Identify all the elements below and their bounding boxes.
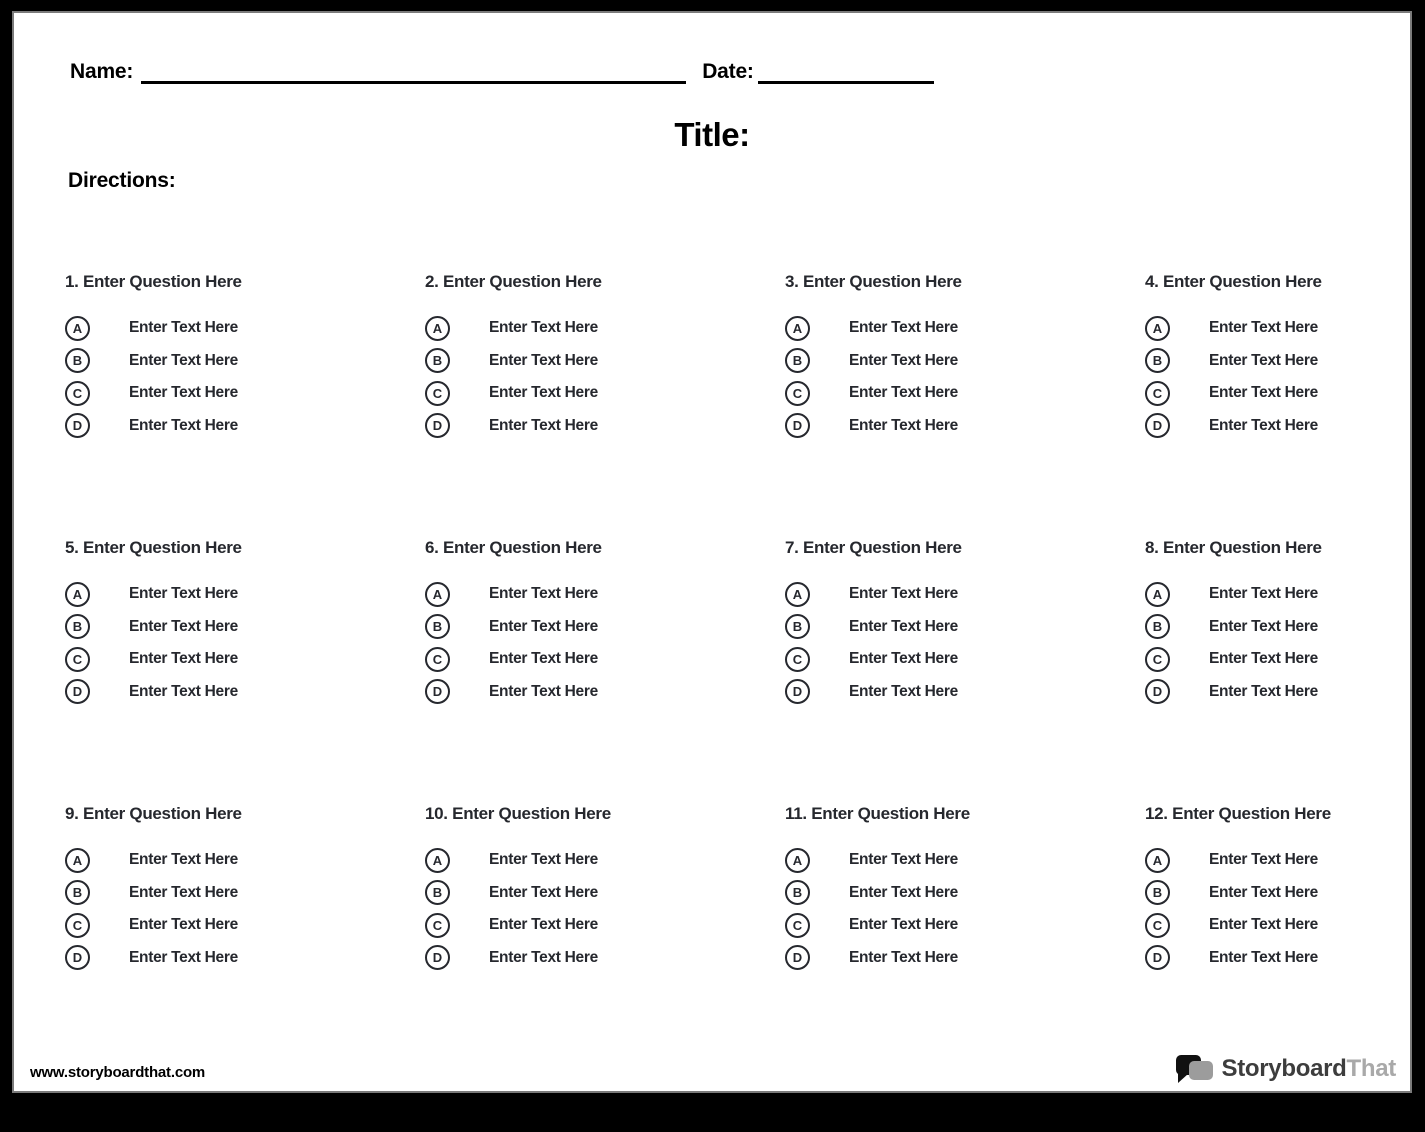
answer-option	[1145, 345, 1425, 378]
option-letter: C	[72, 385, 83, 401]
question-header	[1145, 537, 1425, 559]
answer-bubble[interactable]	[1145, 381, 1170, 406]
answer-bubble[interactable]	[785, 413, 810, 438]
answer-option	[785, 676, 1145, 709]
option-letter: D	[72, 684, 83, 700]
answer-bubble[interactable]	[425, 848, 450, 873]
answer-option	[785, 410, 1145, 443]
answer-option	[785, 377, 1145, 410]
answer-option	[785, 345, 1145, 378]
answer-option	[1145, 844, 1425, 877]
option-text[interactable]: Enter Text Here	[849, 883, 958, 901]
question-number: 4.	[1145, 272, 1159, 291]
answer-bubble[interactable]	[1145, 848, 1170, 873]
option-text[interactable]: Enter Text Here	[1209, 682, 1318, 700]
option-letter: B	[1152, 619, 1163, 635]
question-number: 7.	[785, 538, 799, 557]
logo-text	[1222, 1055, 1397, 1083]
answer-bubble[interactable]	[785, 582, 810, 607]
option-text[interactable]: Enter Text Here	[489, 916, 598, 934]
answer-option	[785, 877, 1145, 910]
option-letter: B	[792, 885, 803, 901]
answer-bubble[interactable]	[65, 913, 90, 938]
question-block	[425, 271, 785, 453]
option-text[interactable]: Enter Text Here	[489, 384, 598, 402]
option-letter: B	[792, 353, 803, 369]
speech-bubbles-icon	[1176, 1052, 1214, 1086]
option-letter: C	[72, 917, 83, 933]
answer-option	[65, 377, 425, 410]
answer-bubble[interactable]	[425, 381, 450, 406]
option-letter: A	[432, 852, 443, 868]
answer-bubble[interactable]	[425, 945, 450, 970]
option-text[interactable]: Enter Text Here	[849, 319, 958, 337]
option-text[interactable]: Enter Text Here	[1209, 851, 1318, 869]
question-prompt[interactable]: Enter Question Here	[811, 804, 970, 823]
answer-option	[1145, 611, 1425, 644]
answer-option	[785, 312, 1145, 345]
option-text[interactable]: Enter Text Here	[129, 682, 238, 700]
question-block	[1145, 803, 1425, 985]
question-number: 3.	[785, 272, 799, 291]
option-text[interactable]: Enter Text Here	[1209, 617, 1318, 635]
answer-bubble[interactable]	[1145, 413, 1170, 438]
answer-option	[1145, 312, 1425, 345]
option-text[interactable]: Enter Text Here	[1209, 948, 1318, 966]
option-text[interactable]: Enter Text Here	[129, 916, 238, 934]
option-letter: A	[1152, 586, 1163, 602]
answer-option	[65, 877, 425, 910]
option-text[interactable]: Enter Text Here	[1209, 319, 1318, 337]
option-text[interactable]: Enter Text Here	[1209, 650, 1318, 668]
option-text[interactable]: Enter Text Here	[489, 851, 598, 869]
question-prompt[interactable]: Enter Question Here	[803, 538, 962, 557]
answer-bubble[interactable]	[1145, 945, 1170, 970]
option-text[interactable]: Enter Text Here	[849, 916, 958, 934]
answer-bubble[interactable]	[425, 614, 450, 639]
answer-option	[425, 676, 785, 709]
answer-option	[65, 312, 425, 345]
question-prompt[interactable]: Enter Question Here	[1172, 804, 1331, 823]
options-list	[425, 312, 785, 442]
answer-bubble[interactable]	[65, 679, 90, 704]
option-letter: A	[792, 320, 803, 336]
question-block	[785, 271, 1145, 453]
question-number: 10.	[425, 804, 448, 823]
question-block	[1145, 271, 1425, 453]
answer-bubble[interactable]	[425, 647, 450, 672]
answer-option	[1145, 676, 1425, 709]
option-letter: B	[72, 353, 83, 369]
question-header	[65, 537, 425, 559]
answer-option	[65, 643, 425, 676]
answer-option	[1145, 578, 1425, 611]
answer-option	[65, 410, 425, 443]
question-block	[785, 537, 1145, 719]
answer-option	[65, 942, 425, 975]
option-letter: C	[432, 385, 443, 401]
answer-bubble[interactable]	[1145, 582, 1170, 607]
answer-option	[425, 578, 785, 611]
question-number: 5.	[65, 538, 79, 557]
answer-option	[785, 643, 1145, 676]
answer-option	[425, 844, 785, 877]
answer-bubble[interactable]	[1145, 679, 1170, 704]
option-letter: A	[72, 320, 83, 336]
option-letter: A	[432, 586, 443, 602]
question-header	[425, 803, 785, 825]
answer-option	[1145, 643, 1425, 676]
option-text[interactable]: Enter Text Here	[1209, 416, 1318, 434]
answer-bubble[interactable]	[65, 413, 90, 438]
answer-bubble[interactable]	[425, 880, 450, 905]
question-header	[785, 537, 1145, 559]
question-prompt[interactable]: Enter Question Here	[443, 272, 602, 291]
answer-bubble[interactable]	[785, 848, 810, 873]
question-block	[65, 271, 425, 453]
answer-option	[65, 345, 425, 378]
question-prompt[interactable]: Enter Question Here	[83, 538, 242, 557]
answer-option	[65, 676, 425, 709]
option-letter: A	[792, 586, 803, 602]
name-date-row	[70, 57, 1354, 84]
footer-url: www.storyboardthat.com	[30, 1064, 206, 1081]
date-input-line[interactable]	[758, 57, 934, 84]
option-text[interactable]: Enter Text Here	[1209, 916, 1318, 934]
question-block	[425, 803, 785, 985]
answer-bubble[interactable]	[425, 413, 450, 438]
answer-bubble[interactable]	[785, 316, 810, 341]
answer-bubble[interactable]	[785, 381, 810, 406]
answer-option	[785, 611, 1145, 644]
answer-bubble[interactable]	[785, 945, 810, 970]
answer-option	[65, 611, 425, 644]
worksheet-page	[12, 11, 1412, 1093]
question-header	[785, 803, 1145, 825]
logo-text-secondary: That	[1346, 1055, 1396, 1082]
storyboardthat-logo	[1176, 1049, 1397, 1089]
option-text[interactable]: Enter Text Here	[849, 617, 958, 635]
option-letter: C	[1152, 651, 1163, 667]
option-letter: A	[72, 852, 83, 868]
answer-option	[425, 877, 785, 910]
question-block	[65, 537, 425, 719]
answer-bubble[interactable]	[425, 679, 450, 704]
answer-bubble[interactable]	[785, 880, 810, 905]
answer-option	[65, 578, 425, 611]
answer-bubble[interactable]	[65, 316, 90, 341]
option-letter: D	[1152, 684, 1163, 700]
option-text[interactable]: Enter Text Here	[1209, 351, 1318, 369]
answer-bubble[interactable]	[785, 348, 810, 373]
question-block	[425, 537, 785, 719]
date-label: Date:	[702, 60, 754, 83]
answer-option	[1145, 377, 1425, 410]
option-text[interactable]: Enter Text Here	[129, 617, 238, 635]
option-text[interactable]: Enter Text Here	[489, 416, 598, 434]
answer-bubble[interactable]	[65, 348, 90, 373]
option-letter: B	[792, 619, 803, 635]
option-text[interactable]: Enter Text Here	[489, 650, 598, 668]
option-text[interactable]: Enter Text Here	[849, 650, 958, 668]
option-letter: A	[1152, 320, 1163, 336]
question-header	[425, 271, 785, 293]
answer-option	[425, 377, 785, 410]
option-text[interactable]: Enter Text Here	[129, 384, 238, 402]
option-letter: B	[432, 619, 443, 635]
option-letter: D	[792, 950, 803, 966]
answer-bubble[interactable]	[1145, 316, 1170, 341]
option-letter: C	[792, 385, 803, 401]
option-text[interactable]: Enter Text Here	[129, 416, 238, 434]
options-list	[65, 844, 425, 974]
option-letter: D	[1152, 418, 1163, 434]
option-letter: C	[72, 651, 83, 667]
option-text[interactable]: Enter Text Here	[129, 948, 238, 966]
answer-bubble[interactable]	[65, 647, 90, 672]
answer-option	[785, 942, 1145, 975]
question-prompt[interactable]: Enter Question Here	[83, 804, 242, 823]
directions-label[interactable]: Directions:	[68, 169, 176, 192]
option-letter: D	[1152, 950, 1163, 966]
answer-option	[65, 844, 425, 877]
answer-bubble[interactable]	[1145, 880, 1170, 905]
option-letter: D	[72, 950, 83, 966]
option-letter: D	[72, 418, 83, 434]
option-letter: A	[792, 852, 803, 868]
question-number: 6.	[425, 538, 439, 557]
answer-bubble[interactable]	[425, 582, 450, 607]
option-text[interactable]: Enter Text Here	[489, 617, 598, 635]
option-text[interactable]: Enter Text Here	[849, 416, 958, 434]
option-text[interactable]: Enter Text Here	[849, 384, 958, 402]
option-text[interactable]: Enter Text Here	[489, 883, 598, 901]
options-list	[425, 578, 785, 708]
option-letter: D	[432, 950, 443, 966]
answer-bubble[interactable]	[65, 614, 90, 639]
answer-option	[65, 909, 425, 942]
question-header	[65, 803, 425, 825]
answer-bubble[interactable]	[425, 316, 450, 341]
option-letter: B	[1152, 885, 1163, 901]
option-text[interactable]: Enter Text Here	[1209, 585, 1318, 603]
speech-bubble-gray	[1189, 1061, 1213, 1080]
question-prompt[interactable]: Enter Question Here	[1163, 272, 1322, 291]
option-text[interactable]: Enter Text Here	[489, 351, 598, 369]
question-number: 11.	[785, 804, 807, 823]
answer-bubble[interactable]	[1145, 647, 1170, 672]
question-prompt[interactable]: Enter Question Here	[452, 804, 611, 823]
answer-bubble[interactable]	[425, 913, 450, 938]
question-block	[785, 803, 1145, 985]
option-letter: B	[1152, 353, 1163, 369]
option-letter: C	[432, 651, 443, 667]
option-text[interactable]: Enter Text Here	[1209, 384, 1318, 402]
question-header	[1145, 271, 1425, 293]
options-list	[785, 312, 1145, 442]
answer-bubble[interactable]	[1145, 348, 1170, 373]
answer-bubble[interactable]	[425, 348, 450, 373]
answer-bubble[interactable]	[785, 913, 810, 938]
question-number: 1.	[65, 272, 79, 291]
question-prompt[interactable]: Enter Question Here	[443, 538, 602, 557]
question-header	[1145, 803, 1425, 825]
answer-option	[425, 410, 785, 443]
option-letter: C	[1152, 385, 1163, 401]
question-prompt[interactable]: Enter Question Here	[83, 272, 242, 291]
answer-option	[425, 909, 785, 942]
options-list	[1145, 578, 1425, 708]
answer-bubble[interactable]	[65, 945, 90, 970]
question-prompt[interactable]: Enter Question Here	[803, 272, 962, 291]
option-text[interactable]: Enter Text Here	[129, 650, 238, 668]
answer-option	[1145, 909, 1425, 942]
question-block	[65, 803, 425, 985]
option-letter: C	[1152, 917, 1163, 933]
option-text[interactable]: Enter Text Here	[849, 682, 958, 700]
option-letter: A	[1152, 852, 1163, 868]
option-letter: B	[72, 619, 83, 635]
option-text[interactable]: Enter Text Here	[849, 351, 958, 369]
name-label: Name:	[70, 60, 134, 83]
option-text[interactable]: Enter Text Here	[1209, 883, 1318, 901]
answer-bubble[interactable]	[65, 582, 90, 607]
option-text[interactable]: Enter Text Here	[849, 948, 958, 966]
answer-bubble[interactable]	[65, 848, 90, 873]
answer-bubble[interactable]	[1145, 614, 1170, 639]
answer-bubble[interactable]	[1145, 913, 1170, 938]
answer-bubble[interactable]	[785, 614, 810, 639]
answer-bubble[interactable]	[785, 647, 810, 672]
option-letter: D	[792, 684, 803, 700]
option-letter: B	[432, 353, 443, 369]
option-letter: C	[792, 651, 803, 667]
logo-text-primary: Storyboard	[1221, 1055, 1347, 1082]
options-list	[65, 578, 425, 708]
option-text[interactable]: Enter Text Here	[129, 585, 238, 603]
option-letter: C	[792, 917, 803, 933]
option-text[interactable]: Enter Text Here	[489, 682, 598, 700]
option-text[interactable]: Enter Text Here	[129, 351, 238, 369]
question-block	[1145, 537, 1425, 719]
question-number: 2.	[425, 272, 439, 291]
option-text[interactable]: Enter Text Here	[129, 851, 238, 869]
answer-option	[425, 345, 785, 378]
question-number: 9.	[65, 804, 79, 823]
option-letter: A	[432, 320, 443, 336]
options-list	[785, 844, 1145, 974]
options-list	[425, 844, 785, 974]
answer-option	[785, 578, 1145, 611]
question-header	[425, 537, 785, 559]
answer-option	[785, 844, 1145, 877]
answer-option	[425, 942, 785, 975]
answer-bubble[interactable]	[65, 381, 90, 406]
option-letter: D	[432, 418, 443, 434]
option-text[interactable]: Enter Text Here	[129, 883, 238, 901]
question-number: 8.	[1145, 538, 1159, 557]
option-text[interactable]: Enter Text Here	[489, 585, 598, 603]
question-number: 12.	[1145, 804, 1168, 823]
options-list	[65, 312, 425, 442]
answer-option	[1145, 410, 1425, 443]
name-input-line[interactable]	[141, 57, 686, 84]
option-letter: C	[432, 917, 443, 933]
answer-option	[425, 312, 785, 345]
option-text[interactable]: Enter Text Here	[489, 948, 598, 966]
options-list	[785, 578, 1145, 708]
question-header	[65, 271, 425, 293]
option-letter: D	[432, 684, 443, 700]
question-header	[785, 271, 1145, 293]
option-text[interactable]: Enter Text Here	[849, 851, 958, 869]
answer-bubble[interactable]	[65, 880, 90, 905]
option-text[interactable]: Enter Text Here	[129, 319, 238, 337]
answer-bubble[interactable]	[785, 679, 810, 704]
answer-option	[785, 909, 1145, 942]
option-text[interactable]: Enter Text Here	[849, 585, 958, 603]
option-letter: A	[72, 586, 83, 602]
option-letter: B	[72, 885, 83, 901]
title-label[interactable]: Title:	[674, 116, 750, 153]
answer-option	[425, 643, 785, 676]
answer-option	[1145, 877, 1425, 910]
answer-option	[425, 611, 785, 644]
options-list	[1145, 312, 1425, 442]
answer-option	[1145, 942, 1425, 975]
option-text[interactable]: Enter Text Here	[489, 319, 598, 337]
options-list	[1145, 844, 1425, 974]
option-letter: D	[792, 418, 803, 434]
option-letter: B	[432, 885, 443, 901]
questions-grid	[65, 271, 1425, 985]
question-prompt[interactable]: Enter Question Here	[1163, 538, 1322, 557]
